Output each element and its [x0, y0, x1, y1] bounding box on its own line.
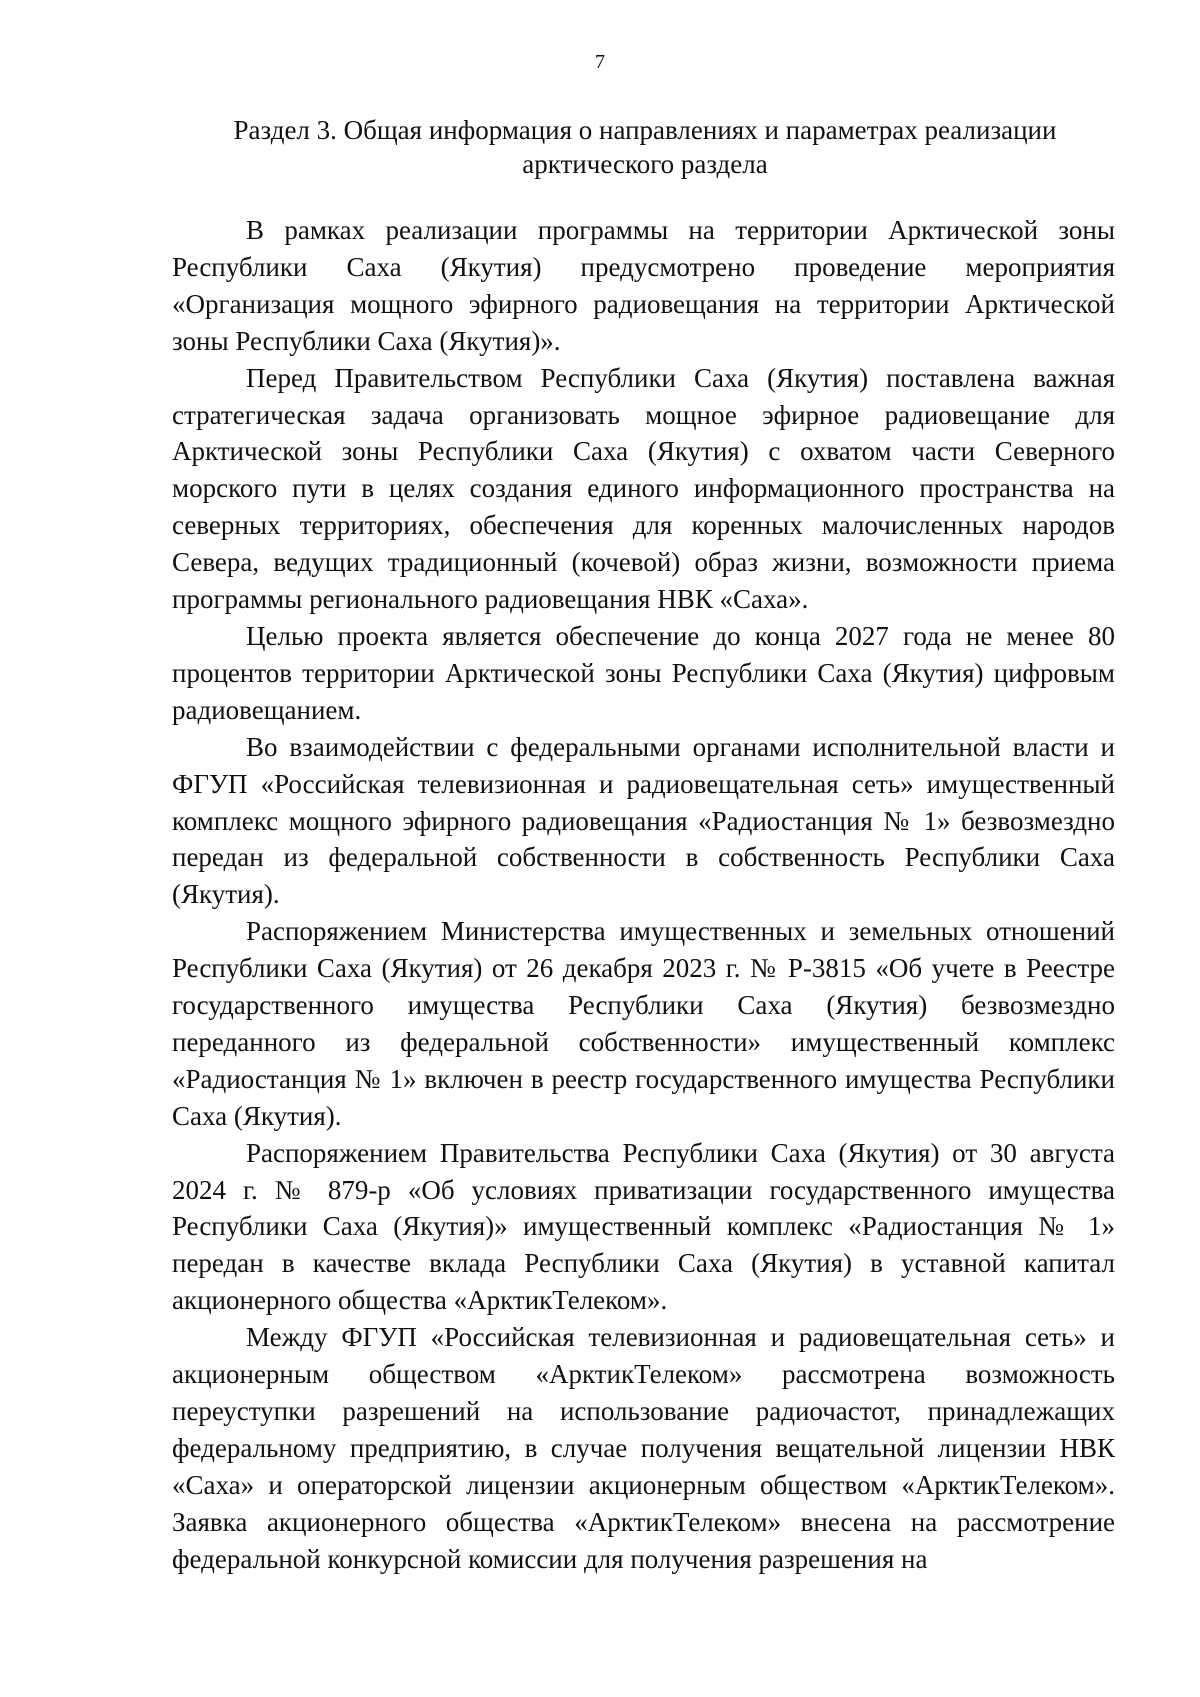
paragraph-2: Перед Правительством Республики Саха (Якутия) поставлена важная стратегическая задача организовать мощное эфирное радиовещание для Арктической зоны Республики Саха (Якутия) с охватом части Северного морского пути в целях создания единого информационного пространства на северных территориях, обеспечения для коренных малочисленных народов Севера, ведущих традиционный (кочевой) образ жизни, возможности приема программы регионального радиовещания НВК «Саха».	[172, 362, 1115, 615]
paragraph-6: Распоряжением Правительства Республики Саха (Якутия) от 30 августа 2024 г. № 879-р «Об условиях приватизации государственного имущества Республики Саха (Якутия)» имущественный комплекс «Радиостанция № 1» передан в качестве вклада Республики Саха (Якутия) в уставной капитал акционерного общества «АрктикТелеком».	[172, 1137, 1115, 1316]
page-number: 7	[595, 51, 605, 73]
paragraph-1: В рамках реализации программы на территории Арктической зоны Республики Саха (Якутия) предусмотрено проведение мероприятия «Организация мощного эфирного радиовещания на территории Арктической зоны Республики Саха (Якутия)».	[172, 215, 1115, 356]
paragraph-3: Целью проекта является обеспечение до конца 2027 года не менее 80 процентов территории Арктической зоны Республики Саха (Якутия) цифровым радиовещанием.	[172, 620, 1115, 725]
paragraph-5: Распоряжением Министерства имущественных и земельных отношений Республики Саха (Якутия) от 26 декабря 2023 г. № Р-3815 «Об учете в Реестре государственного имущества Республики Саха (Якутия) безвозмездно переданного из федеральной собственности» имущественный комплекс «Радиостанция № 1» включен в реестр государственного имущества Республики Саха (Якутия).	[172, 916, 1115, 1131]
paragraph-4: Во взаимодействии с федеральными органами исполнительной власти и ФГУП «Российская телевизионная и радиовещательная сеть» имущественный комплекс мощного эфирного радиовещания «Радиостанция № 1» безвозмездно передан из федеральной собственности в собственность Республики Саха (Якутия).	[172, 731, 1115, 910]
section-title-line-2: арктического раздела	[522, 149, 768, 179]
body-text	[172, 212, 1115, 1578]
section-title	[160, 113, 1130, 181]
paragraph-7: Между ФГУП «Российская телевизионная и радиовещательная сеть» и акционерным обществом «АрктикТелеком» рассмотрена возможность переуступки разрешений на использование радиочастот, принадлежащих федеральному предприятию, в случае получения вещательной лицензии НВК «Саха» и операторской лицензии акционерным обществом «АрктикТелеком». Заявка акционерного общества «АрктикТелеком» внесена на рассмотрение федеральной конкурсной комиссии для получения разрешения на	[172, 1322, 1115, 1574]
section-title-line-1: Раздел 3. Общая информация о направлениях и параметрах реализации	[233, 115, 1057, 145]
